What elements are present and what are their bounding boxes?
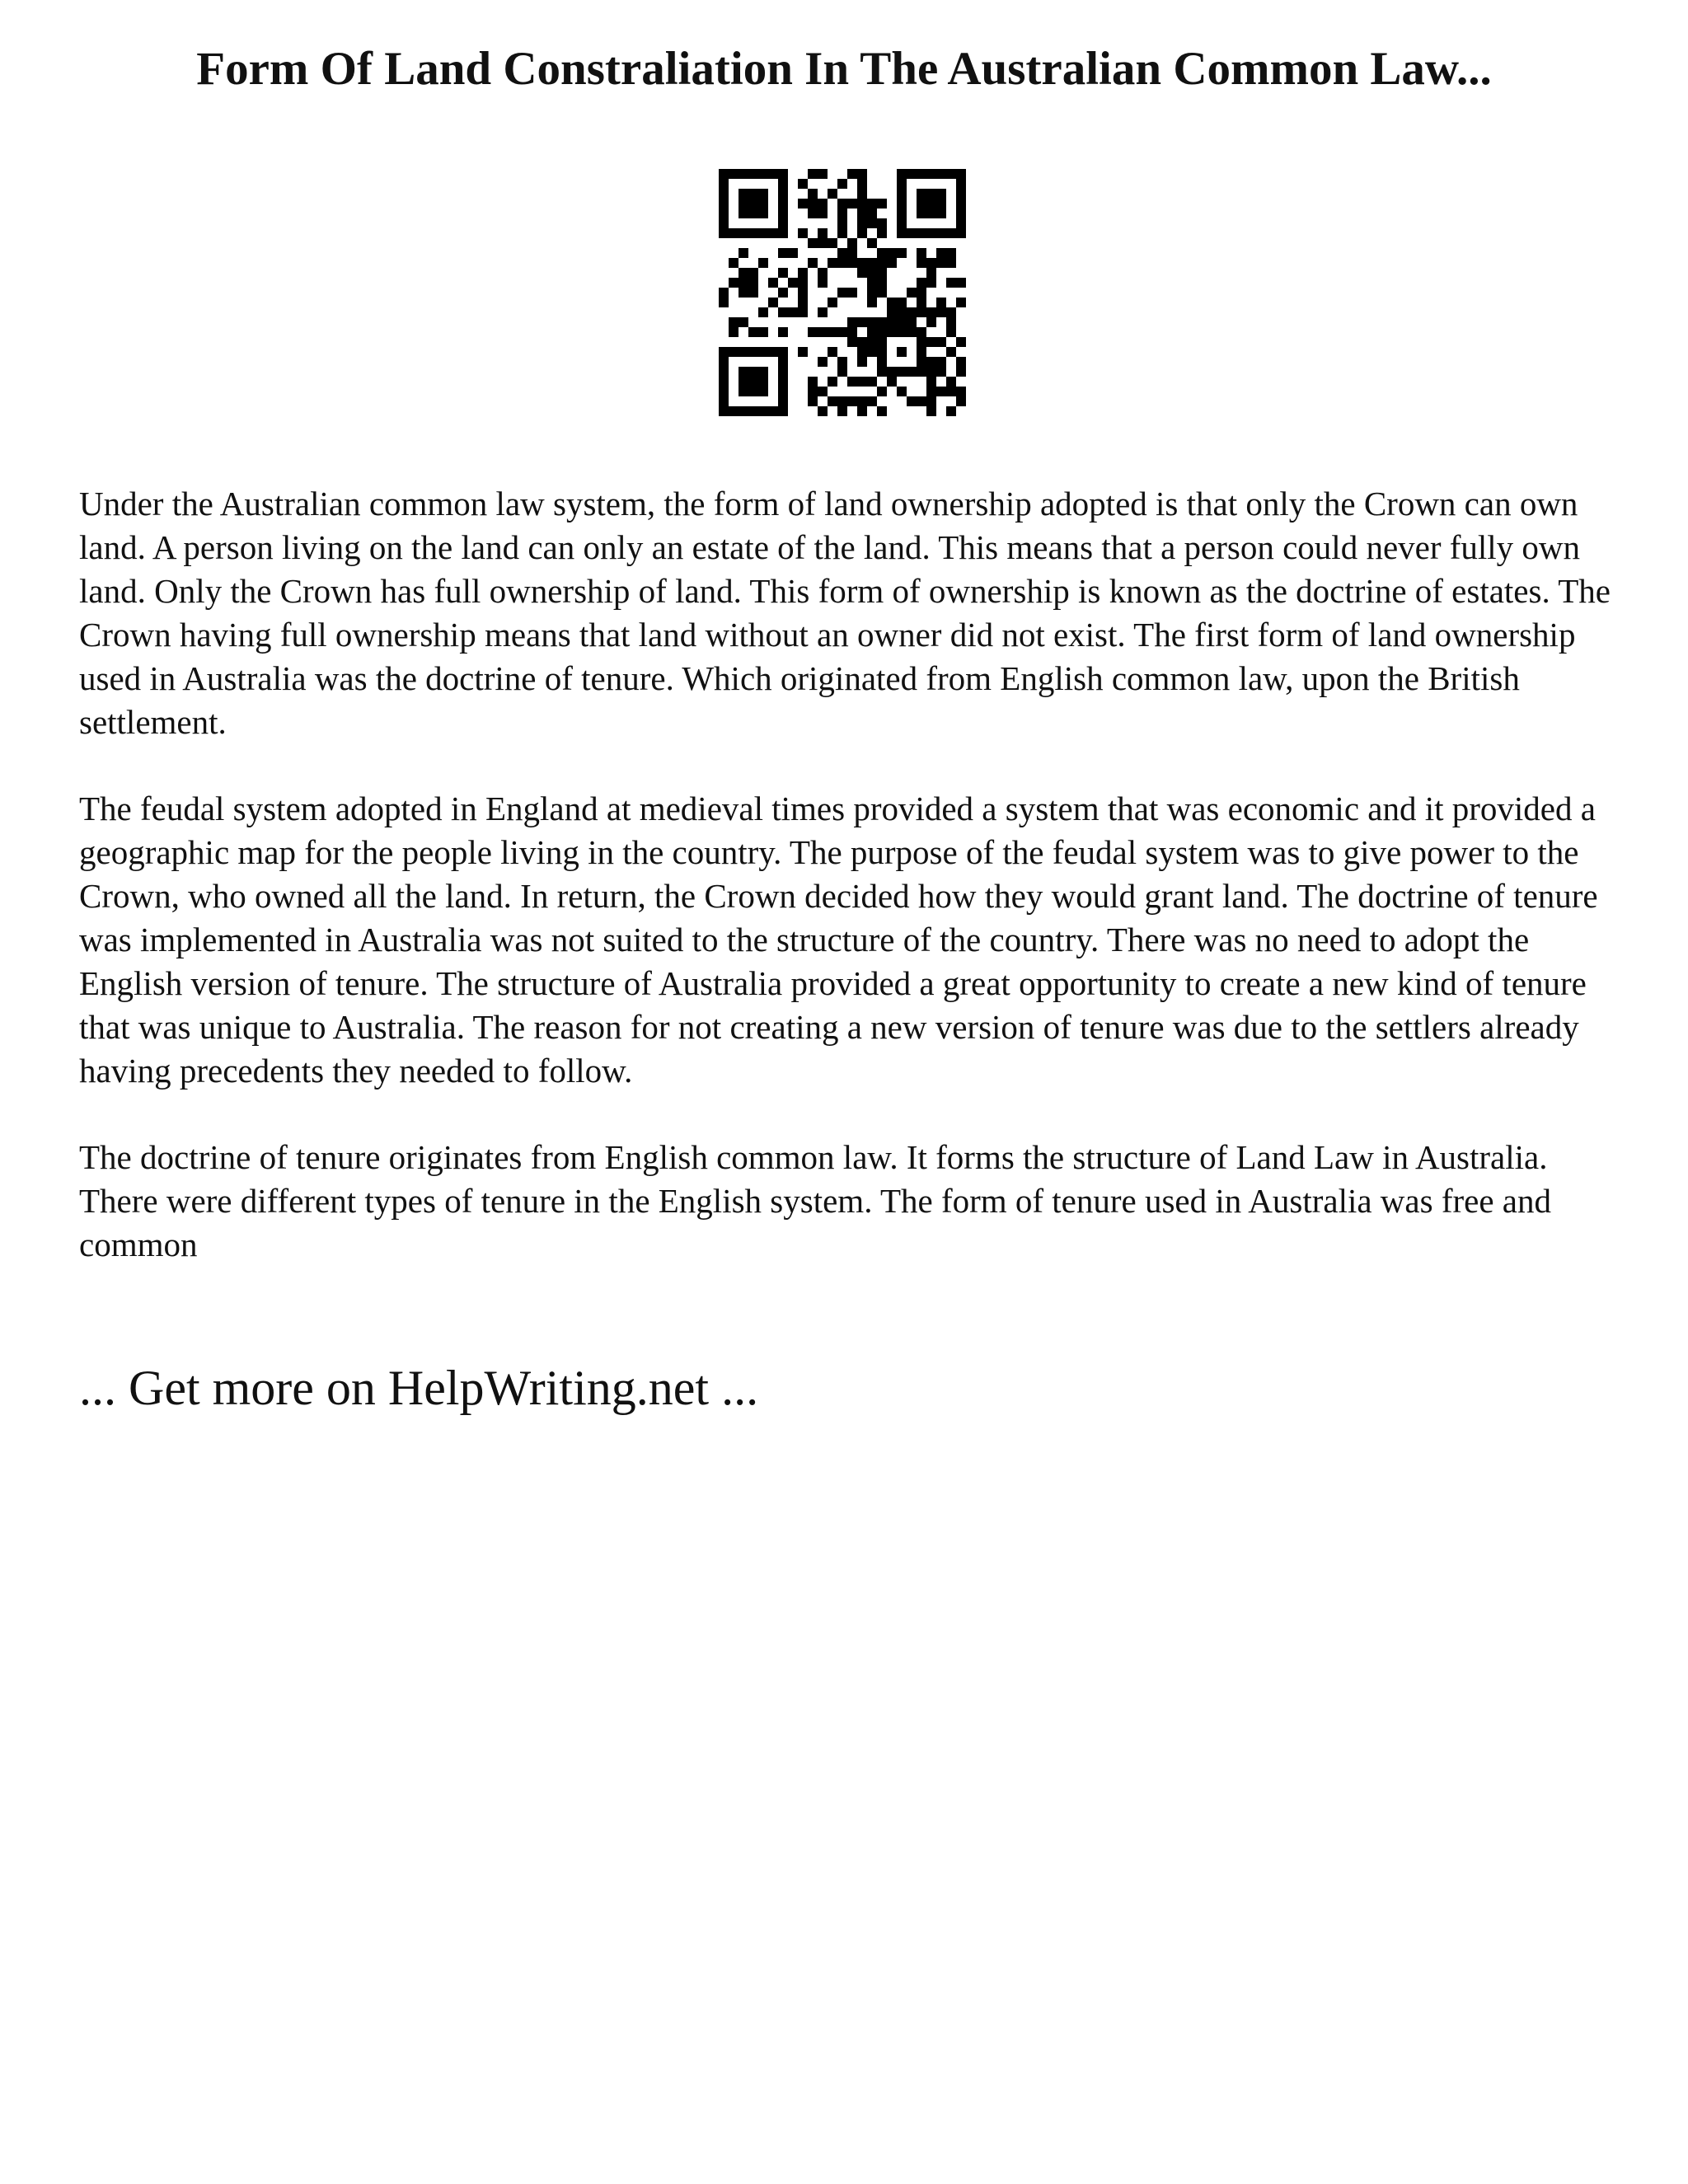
paragraph: The feudal system adopted in England at medieval times provided a system that was economic and it provided a geographic map for the people living in the country. The purpose of the feudal system was to give power to the Crown, who owned all the land. In return, the Crown decided how they would grant land. The doctrine of tenure was implemented in Australia was not suited to the structure of the country. There was no need to adopt the English version of tenure. The structure of Australia provided a great opportunity to create a new kind of tenure that was unique to Australia. The reason for not creating a new version of tenure was due to the settlers already having precedents they needed to follow. [79, 790, 1598, 1090]
article-body [79, 482, 1620, 1310]
paragraph: Under the Australian common law system, the form of land ownership adopted is that only the Crown can own land. A person living on the land can only an estate of the land. This means that a person could never fully own land. Only the Crown has full ownership of land. This form of ownership is known as the doctrine of estates. The Crown having full ownership means that land without an owner did not exist. The first form of land ownership used in Australia was the doctrine of tenure. Which originated from English common law, upon the British settlement. [79, 485, 1611, 741]
promo-link[interactable]: ... Get more on HelpWriting.net ... [79, 1361, 759, 1415]
qr-code-icon [719, 169, 966, 416]
page-title: Form Of Land Constraliation In The Australian Common Law... [196, 43, 1492, 95]
paragraph: The doctrine of tenure originates from English common law. It forms the structure of Land Law in Australia. There were different types of tenure in the English system. The form of tenure used in Australia was free and common [79, 1138, 1551, 1263]
